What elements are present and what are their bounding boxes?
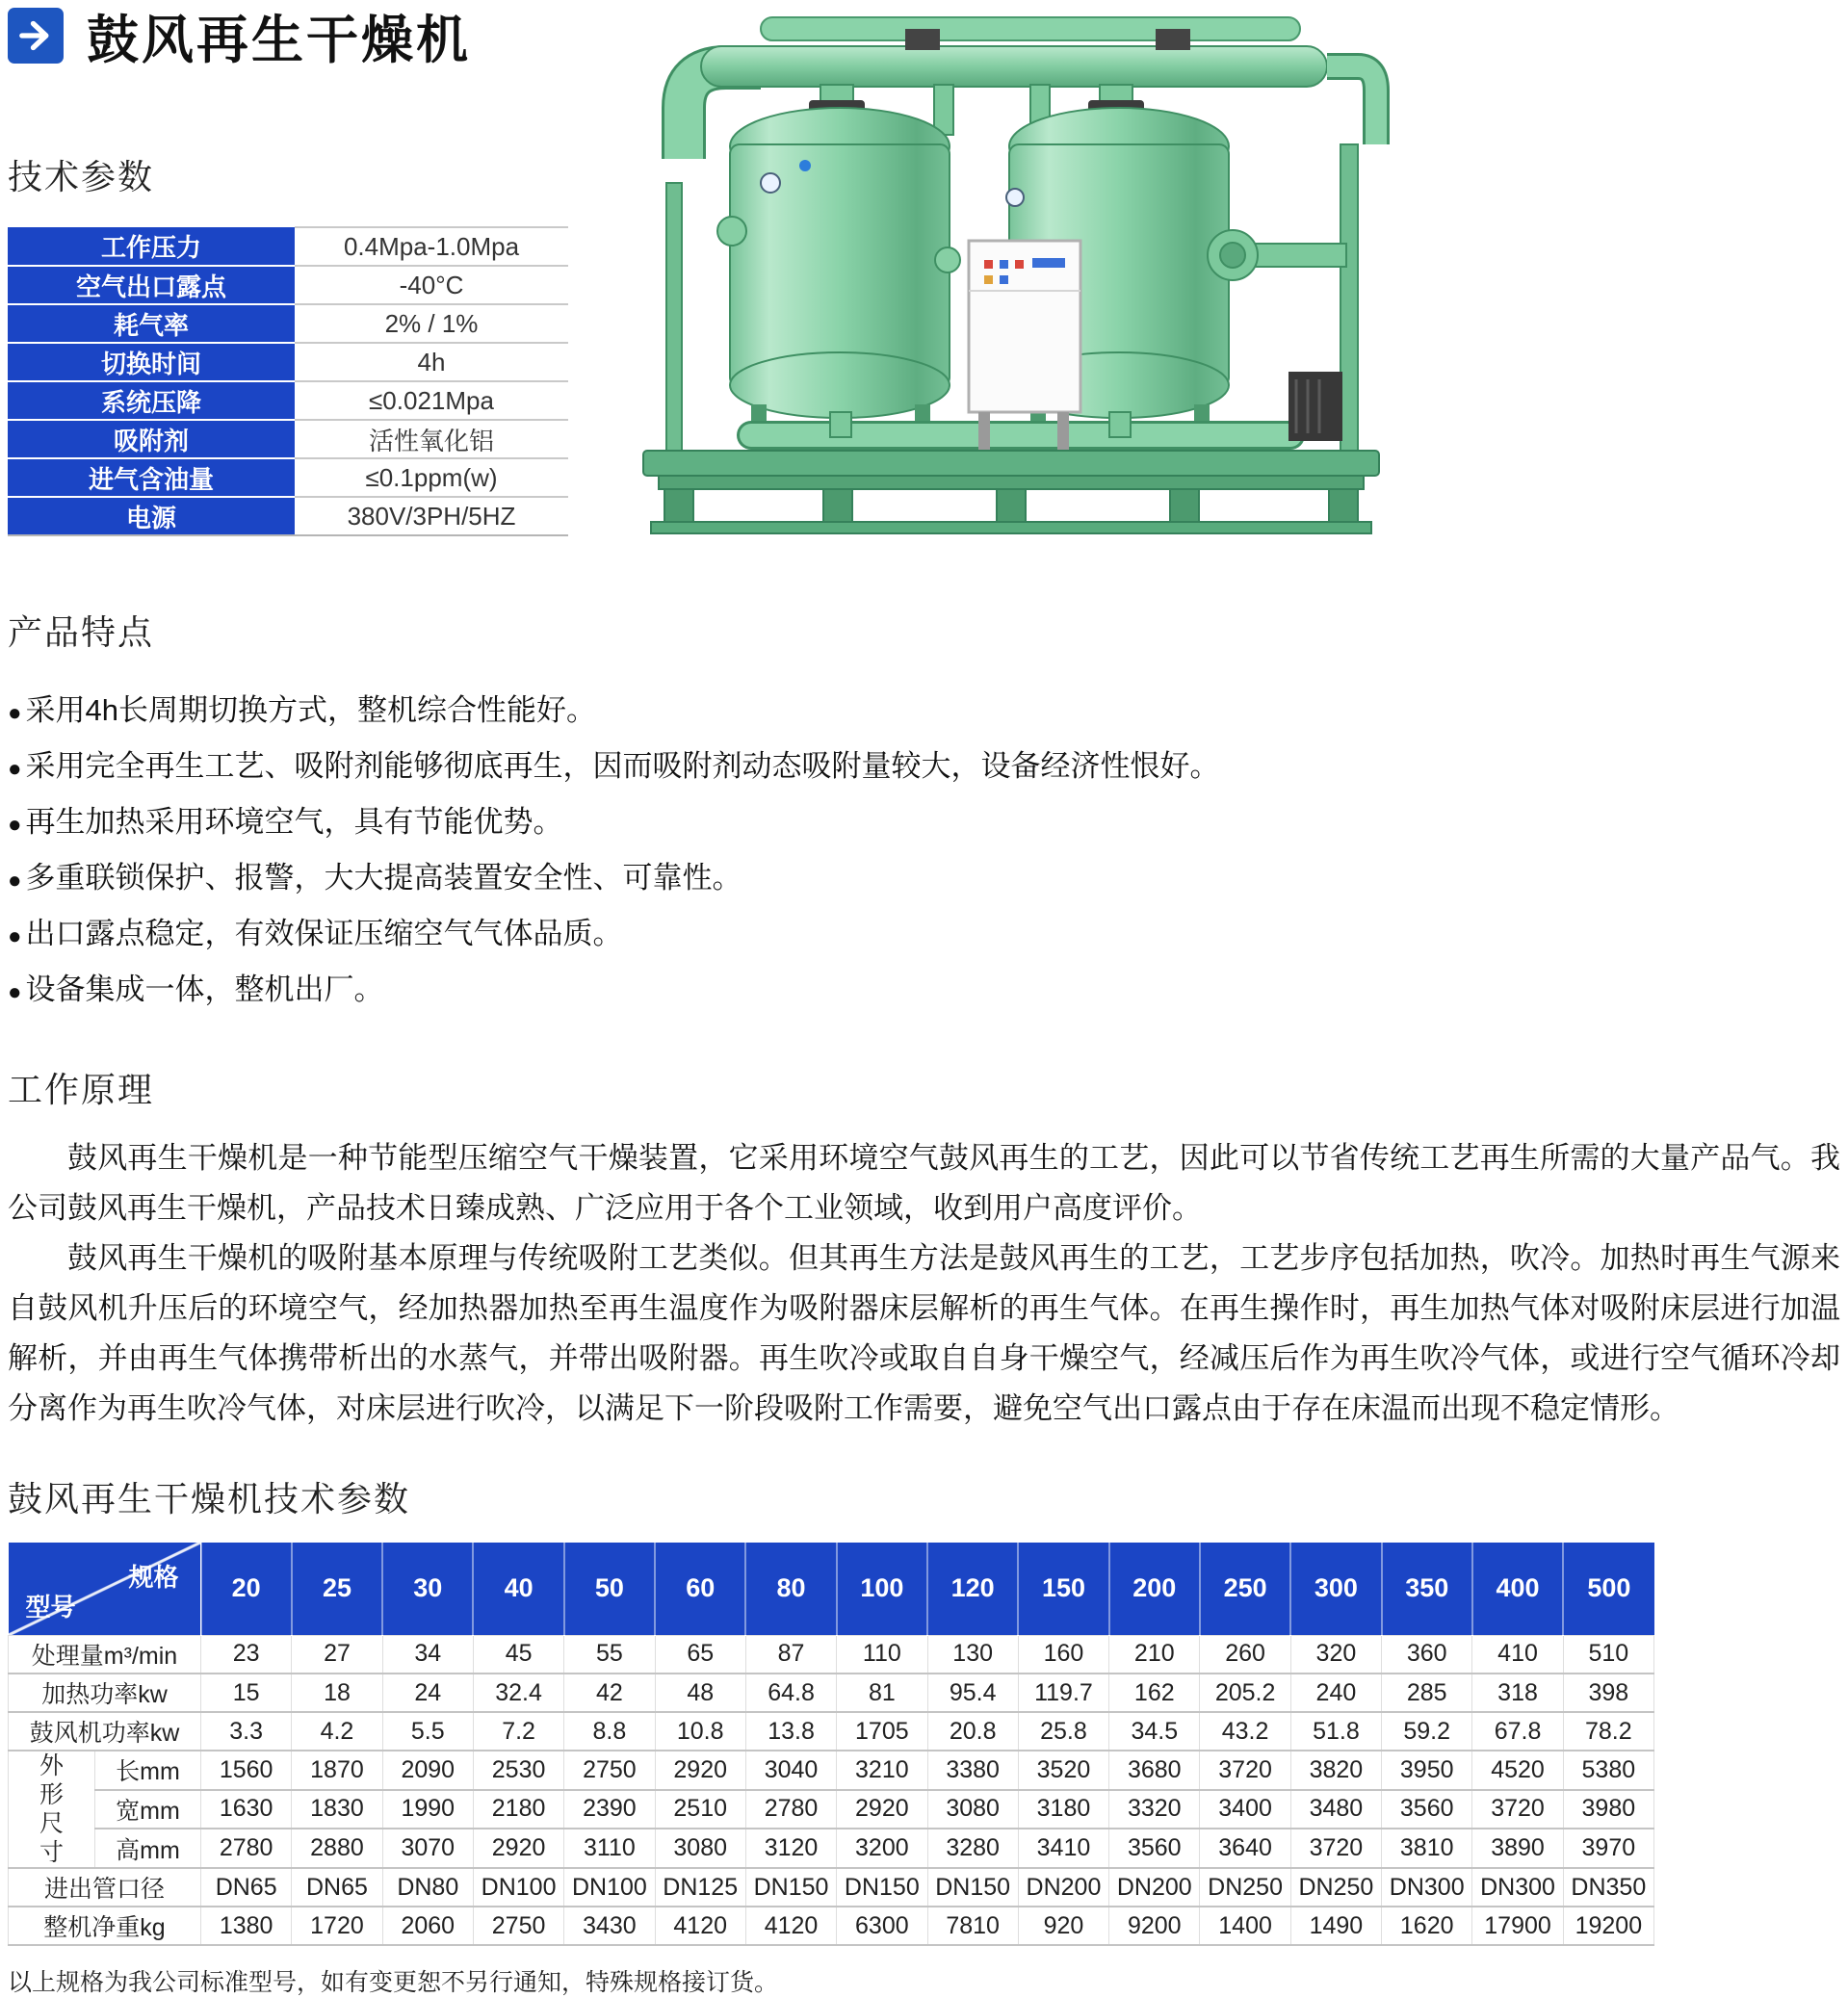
spec-cell: 5380 xyxy=(1563,1751,1653,1790)
spec-header-row xyxy=(9,1543,1654,1635)
tech-param-value: -40°C xyxy=(295,266,568,304)
spec-row-label: 高mm xyxy=(95,1829,201,1868)
spec-cell: 2920 xyxy=(655,1751,745,1790)
spec-row-label: 处理量m³/min xyxy=(9,1635,201,1674)
spec-cell: 4120 xyxy=(745,1907,836,1945)
bullet-icon: ● xyxy=(8,979,22,1005)
tech-param-label: 空气出口露点 xyxy=(8,266,295,304)
spec-cell: 398 xyxy=(1563,1674,1653,1712)
spec-cell: 2510 xyxy=(655,1790,745,1829)
spec-cell: 1870 xyxy=(292,1751,382,1790)
spec-cell: 3280 xyxy=(927,1829,1018,1868)
spec-cell: 59.2 xyxy=(1382,1712,1472,1751)
tech-param-value: ≤0.021Mpa xyxy=(295,381,568,420)
spec-cell: 920 xyxy=(1018,1907,1108,1945)
spec-cell: DN150 xyxy=(927,1868,1018,1907)
tech-param-label: 切换时间 xyxy=(8,343,295,381)
spec-cell: 6300 xyxy=(837,1907,927,1945)
spec-cell: 2750 xyxy=(473,1907,563,1945)
tech-param-label: 工作压力 xyxy=(8,227,295,266)
spec-cell: 3640 xyxy=(1200,1829,1290,1868)
spec-col-header: 80 xyxy=(745,1543,836,1635)
spec-col-header: 25 xyxy=(292,1543,382,1635)
spec-cell: DN150 xyxy=(745,1868,836,1907)
spec-cell: DN250 xyxy=(1290,1868,1381,1907)
spec-cell: 20.8 xyxy=(927,1712,1018,1751)
spec-cell: 510 xyxy=(1563,1635,1653,1674)
spec-row xyxy=(9,1907,1654,1945)
spec-cell: DN250 xyxy=(1200,1868,1290,1907)
tech-param-value: ≤0.1ppm(w) xyxy=(295,458,568,497)
spec-cell: DN150 xyxy=(837,1868,927,1907)
spec-cell: 3380 xyxy=(927,1751,1018,1790)
feature-text: 设备集成一体，整机出厂。 xyxy=(25,973,384,1006)
feature-item xyxy=(8,963,1848,1019)
spec-cell: 320 xyxy=(1290,1635,1381,1674)
principle-paragraph: 鼓风再生干燥机是一种节能型压缩空气干燥装置，它采用环境空气鼓风再生的工艺，因此可以节省传统工艺再生所需的大量产品气。我公司鼓风再生干燥机，产品技术日臻成熟、广泛应用于各个工业领域，收到用户高度评价。 xyxy=(8,1141,1840,1225)
spec-cell: 205.2 xyxy=(1200,1674,1290,1712)
spec-cell: 51.8 xyxy=(1290,1712,1381,1751)
spec-cell: 110 xyxy=(837,1635,927,1674)
spec-cell: 3400 xyxy=(1200,1790,1290,1829)
spec-cell: 10.8 xyxy=(655,1712,745,1751)
spec-row-label: 宽mm xyxy=(95,1790,201,1829)
spec-cell: 7810 xyxy=(927,1907,1018,1945)
spec-cell: 42 xyxy=(564,1674,655,1712)
spec-cell: 2180 xyxy=(473,1790,563,1829)
spec-col-header: 60 xyxy=(655,1543,745,1635)
spec-cell: 318 xyxy=(1472,1674,1563,1712)
spec-cell: DN200 xyxy=(1109,1868,1200,1907)
section-heading-principle: 工作原理 xyxy=(8,1070,155,1109)
spec-col-header: 150 xyxy=(1018,1543,1108,1635)
spec-cell: DN300 xyxy=(1472,1868,1563,1907)
spec-col-header: 350 xyxy=(1382,1543,1472,1635)
spec-cell: 3040 xyxy=(745,1751,836,1790)
spec-row xyxy=(9,1674,1654,1712)
spec-cell: 3890 xyxy=(1472,1829,1563,1868)
tech-params-body xyxy=(8,227,568,535)
spec-cell: DN125 xyxy=(655,1868,745,1907)
tech-param-row xyxy=(8,497,568,535)
spec-cell: 87 xyxy=(745,1635,836,1674)
feature-item xyxy=(8,740,1848,795)
spec-row-label: 进出管口径 xyxy=(9,1868,201,1907)
spec-cell: 2780 xyxy=(745,1790,836,1829)
spec-cell: 3560 xyxy=(1382,1790,1472,1829)
spec-col-header: 250 xyxy=(1200,1543,1290,1635)
spec-cell: 8.8 xyxy=(564,1712,655,1751)
tech-param-row xyxy=(8,304,568,343)
feature-text: 采用4h长周期切换方式，整机综合性能好。 xyxy=(25,693,596,727)
spec-cell: 130 xyxy=(927,1635,1018,1674)
spec-cell: 162 xyxy=(1109,1674,1200,1712)
tech-param-value: 4h xyxy=(295,343,568,381)
spec-cell: 23 xyxy=(201,1635,292,1674)
spec-cell: DN100 xyxy=(564,1868,655,1907)
spec-cell: 78.2 xyxy=(1563,1712,1653,1751)
feature-text: 采用完全再生工艺、吸附剂能够彻底再生，因而吸附剂动态吸附量较大，设备经济性恨好。 xyxy=(25,749,1220,783)
spec-cell: 1490 xyxy=(1290,1907,1381,1945)
section-heading-tech-params: 技术参数 xyxy=(8,157,155,196)
spec-cell: 2390 xyxy=(564,1790,655,1829)
spec-cell: 3210 xyxy=(837,1751,927,1790)
spec-table-body xyxy=(9,1635,1654,1945)
spec-cell: 2780 xyxy=(201,1829,292,1868)
spec-cell: DN350 xyxy=(1563,1868,1653,1907)
tech-param-value: 2% / 1% xyxy=(295,304,568,343)
feature-text: 再生加热采用环境空气，具有节能优势。 xyxy=(25,805,563,839)
spec-cell: 4520 xyxy=(1472,1751,1563,1790)
feature-text: 出口露点稳定，有效保证压缩空气气体品质。 xyxy=(25,917,623,950)
spec-cell: 3410 xyxy=(1018,1829,1108,1868)
features-list xyxy=(0,684,1848,1019)
spec-corner-bottom-label: 型号 xyxy=(25,1592,76,1622)
spec-col-header: 400 xyxy=(1472,1543,1563,1635)
spec-cell: 2880 xyxy=(292,1829,382,1868)
spec-cell: 210 xyxy=(1109,1635,1200,1674)
spec-cell: 34 xyxy=(382,1635,473,1674)
spec-cell: 2060 xyxy=(382,1907,473,1945)
spec-cell: 160 xyxy=(1018,1635,1108,1674)
spec-cell: DN65 xyxy=(292,1868,382,1907)
spec-cell: 3120 xyxy=(745,1829,836,1868)
spec-row xyxy=(9,1868,1654,1907)
tech-param-label: 吸附剂 xyxy=(8,420,295,458)
product-photo xyxy=(616,0,1406,554)
spec-cell: 13.8 xyxy=(745,1712,836,1751)
spec-cell: 3320 xyxy=(1109,1790,1200,1829)
spec-cell: 17900 xyxy=(1472,1907,1563,1945)
spec-col-header: 300 xyxy=(1290,1543,1381,1635)
bullet-icon: ● xyxy=(8,923,22,949)
footer-note: 以上规格为我公司标准型号，如有变更恕不另行通知，特殊规格接订货。 xyxy=(8,1969,779,1996)
spec-cell: 34.5 xyxy=(1109,1712,1200,1751)
spec-cell: 2090 xyxy=(382,1751,473,1790)
spec-cell: 3820 xyxy=(1290,1751,1381,1790)
tech-param-value: 0.4Mpa-1.0Mpa xyxy=(295,227,568,266)
tech-params-table xyxy=(8,226,568,536)
spec-cell: 3720 xyxy=(1200,1751,1290,1790)
spec-cell: 95.4 xyxy=(927,1674,1018,1712)
spec-cell: 3080 xyxy=(655,1829,745,1868)
spec-cell: 5.5 xyxy=(382,1712,473,1751)
tech-param-row xyxy=(8,266,568,304)
spec-cell: 27 xyxy=(292,1635,382,1674)
spec-cell: 9200 xyxy=(1109,1907,1200,1945)
tech-param-row xyxy=(8,381,568,420)
principle-paragraphs xyxy=(8,1133,1840,1434)
feature-text: 多重联锁保护、报警，大大提高装置安全性、可靠性。 xyxy=(25,861,742,895)
spec-cell: 43.2 xyxy=(1200,1712,1290,1751)
tech-param-row xyxy=(8,458,568,497)
spec-cell: 2920 xyxy=(837,1790,927,1829)
spec-cell: 2920 xyxy=(473,1829,563,1868)
bullet-icon: ● xyxy=(8,700,22,726)
feature-item xyxy=(8,907,1848,963)
spec-cell: 1560 xyxy=(201,1751,292,1790)
spec-cell: 45 xyxy=(473,1635,563,1674)
spec-col-header: 200 xyxy=(1109,1543,1200,1635)
spec-cell: 81 xyxy=(837,1674,927,1712)
spec-cell: DN65 xyxy=(201,1868,292,1907)
spec-cell: 3720 xyxy=(1290,1829,1381,1868)
spec-cell: 410 xyxy=(1472,1635,1563,1674)
tech-param-row xyxy=(8,420,568,458)
feature-item xyxy=(8,851,1848,907)
spec-cell: 3950 xyxy=(1382,1751,1472,1790)
feature-item xyxy=(8,684,1848,740)
spec-row xyxy=(9,1635,1654,1674)
tech-param-value: 380V/3PH/5HZ xyxy=(295,497,568,535)
spec-cell: 1380 xyxy=(201,1907,292,1945)
spec-row-label: 加热功率kw xyxy=(9,1674,201,1712)
spec-cell: 48 xyxy=(655,1674,745,1712)
tech-param-label: 系统压降 xyxy=(8,381,295,420)
spec-col-header: 20 xyxy=(201,1543,292,1635)
spec-corner-cell xyxy=(9,1543,201,1635)
spec-corner-top-label: 规格 xyxy=(128,1563,179,1592)
spec-cell: 260 xyxy=(1200,1635,1290,1674)
bullet-icon: ● xyxy=(8,868,22,894)
spec-row-group-label: 外形尺寸 xyxy=(9,1751,95,1868)
spec-cell: 3480 xyxy=(1290,1790,1381,1829)
tech-param-row xyxy=(8,227,568,266)
spec-cell: 7.2 xyxy=(473,1712,563,1751)
spec-cell: 65 xyxy=(655,1635,745,1674)
spec-cell: 3680 xyxy=(1109,1751,1200,1790)
spec-cell: 3520 xyxy=(1018,1751,1108,1790)
spec-cell: 3180 xyxy=(1018,1790,1108,1829)
spec-cell: 3430 xyxy=(564,1907,655,1945)
spec-row-label: 鼓风机功率kw xyxy=(9,1712,201,1751)
spec-cell: 360 xyxy=(1382,1635,1472,1674)
tech-param-row xyxy=(8,343,568,381)
spec-cell: 18 xyxy=(292,1674,382,1712)
spec-cell: 240 xyxy=(1290,1674,1381,1712)
spec-cell: 3070 xyxy=(382,1829,473,1868)
spec-table xyxy=(8,1543,1654,1946)
tech-param-label: 电源 xyxy=(8,497,295,535)
spec-col-header: 50 xyxy=(564,1543,655,1635)
spec-cell: 3110 xyxy=(564,1829,655,1868)
spec-cell: 67.8 xyxy=(1472,1712,1563,1751)
feature-item xyxy=(8,795,1848,851)
spec-cell: 3810 xyxy=(1382,1829,1472,1868)
spec-cell: 3980 xyxy=(1563,1790,1653,1829)
spec-row-label: 整机净重kg xyxy=(9,1907,201,1945)
spec-cell: 1720 xyxy=(292,1907,382,1945)
spec-cell: 3720 xyxy=(1472,1790,1563,1829)
spec-cell: 3080 xyxy=(927,1790,1018,1829)
spec-cell: 1830 xyxy=(292,1790,382,1829)
section-heading-spec-table: 鼓风再生干燥机技术参数 xyxy=(8,1479,411,1518)
spec-cell: DN300 xyxy=(1382,1868,1472,1907)
bullet-icon: ● xyxy=(8,756,22,782)
spec-cell: DN200 xyxy=(1018,1868,1108,1907)
tech-param-label: 进气含油量 xyxy=(8,458,295,497)
spec-row xyxy=(9,1829,1654,1868)
spec-cell: 1630 xyxy=(201,1790,292,1829)
spec-cell: DN80 xyxy=(382,1868,473,1907)
spec-row xyxy=(9,1712,1654,1751)
spec-col-header: 100 xyxy=(837,1543,927,1635)
page-title: 鼓风再生干燥机 xyxy=(87,11,471,69)
spec-cell: 1705 xyxy=(837,1712,927,1751)
principle-paragraph: 鼓风再生干燥机的吸附基本原理与传统吸附工艺类似。但其再生方法是鼓风再生的工艺，工艺步序包括加热，吹冷。加热时再生气源来自鼓风机升压后的环境空气，经加热器加热至再生温度作为吸附器床层解析的再生气体。在再生操作时，再生加热气体对吸附床层进行加温解析，并由再生气体携带析出的水蒸气，并带出吸附器。再生吹冷或取自自身干燥空气，经减压后作为再生吹冷气体，或进行空气循环冷却分离作为再生吹冷气体，对床层进行吹冷，以满足下一阶段吸附工作需要，避免空气出口露点由于存在床温而出现不稳定情形。 xyxy=(8,1241,1840,1425)
spec-cell: 24 xyxy=(382,1674,473,1712)
spec-cell: 1620 xyxy=(1382,1907,1472,1945)
spec-cell: 3.3 xyxy=(201,1712,292,1751)
spec-cell: 25.8 xyxy=(1018,1712,1108,1751)
spec-cell: 15 xyxy=(201,1674,292,1712)
spec-cell: 119.7 xyxy=(1018,1674,1108,1712)
bullet-icon: ● xyxy=(8,812,22,838)
spec-cell: 4.2 xyxy=(292,1712,382,1751)
spec-cell: 1400 xyxy=(1200,1907,1290,1945)
spec-col-header: 30 xyxy=(382,1543,473,1635)
spec-cell: 19200 xyxy=(1563,1907,1653,1945)
spec-cell: 4120 xyxy=(655,1907,745,1945)
spec-cell: 32.4 xyxy=(473,1674,563,1712)
spec-cell: 55 xyxy=(564,1635,655,1674)
spec-cell: 3560 xyxy=(1109,1829,1200,1868)
spec-cell: 3970 xyxy=(1563,1829,1653,1868)
spec-cell: 64.8 xyxy=(745,1674,836,1712)
spec-cell: 3200 xyxy=(837,1829,927,1868)
arrow-right-icon xyxy=(8,8,64,64)
tech-param-label: 耗气率 xyxy=(8,304,295,343)
spec-col-header: 500 xyxy=(1563,1543,1653,1635)
spec-cell: DN100 xyxy=(473,1868,563,1907)
spec-col-header: 120 xyxy=(927,1543,1018,1635)
spec-row xyxy=(9,1790,1654,1829)
spec-cell: 285 xyxy=(1382,1674,1472,1712)
spec-row-label: 长mm xyxy=(95,1751,201,1790)
spec-cell: 2530 xyxy=(473,1751,563,1790)
spec-cell: 2750 xyxy=(564,1751,655,1790)
tech-param-value: 活性氧化铝 xyxy=(295,420,568,458)
section-heading-features: 产品特点 xyxy=(8,612,155,652)
spec-cell: 1990 xyxy=(382,1790,473,1829)
spec-col-header: 40 xyxy=(473,1543,563,1635)
spec-row xyxy=(9,1751,1654,1790)
